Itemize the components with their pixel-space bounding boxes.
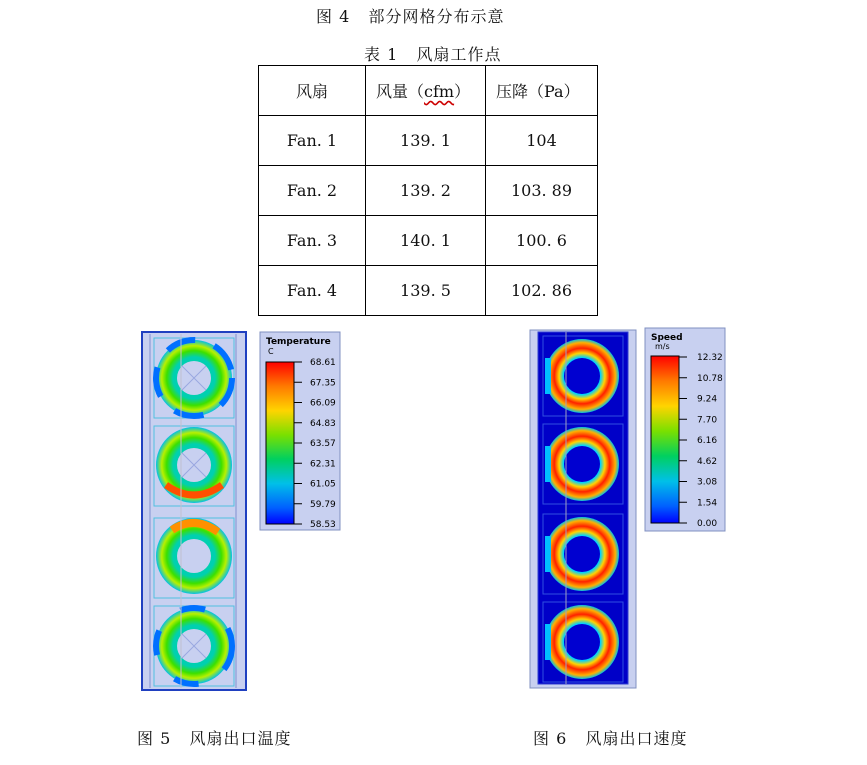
speed-legend-tick-label: 4.62 <box>697 456 718 467</box>
cell-fan: Fan. 3 <box>259 216 366 266</box>
temperature-legend-tick-label: 67.35 <box>310 378 336 389</box>
temperature-contour-panel <box>142 332 246 690</box>
cell-flow: 139. 2 <box>366 166 486 216</box>
cell-flow: 139. 5 <box>366 266 486 316</box>
temperature-legend-tick-label: 66.09 <box>310 398 336 409</box>
figure-6-caption: 图 6 风扇出口速度 <box>533 729 688 748</box>
temperature-legend-tick-label: 68.61 <box>310 358 336 368</box>
temperature-legend-tick-label: 58.53 <box>310 520 336 530</box>
speed-legend-tick-label: 12.32 <box>697 353 723 363</box>
figure-5-caption: 图 5 风扇出口温度 <box>137 729 292 748</box>
speed-legend-tick-label: 0.00 <box>697 519 718 529</box>
cell-flow: 139. 1 <box>366 116 486 166</box>
temperature-legend-tick-label: 64.83 <box>310 418 336 429</box>
speed-contour-panel <box>530 330 636 688</box>
speed-legend-tick-label: 1.54 <box>697 498 718 509</box>
cell-pressure: 102. 86 <box>486 266 598 316</box>
speed-legend-title: Speed <box>651 333 683 343</box>
figure-4-caption: 图 4 部分网格分布示意 <box>316 7 505 26</box>
temperature-legend-tick-label: 59.79 <box>310 499 336 510</box>
cell-fan: Fan. 4 <box>259 266 366 316</box>
cell-pressure: 100. 6 <box>486 216 598 266</box>
temperature-legend-title: Temperature <box>266 337 331 347</box>
header-flow-prefix: 风量（ <box>376 82 425 101</box>
cell-pressure: 103. 89 <box>486 166 598 216</box>
header-pressure: 压降（Pa） <box>486 66 598 116</box>
header-flow-unit: cfm <box>424 82 455 101</box>
speed-legend-tick-label: 6.16 <box>697 436 718 446</box>
temperature-legend-tick-label: 62.31 <box>310 459 336 470</box>
cell-fan: Fan. 2 <box>259 166 366 216</box>
cell-pressure: 104 <box>486 116 598 166</box>
speed-legend-tick-label: 7.70 <box>697 415 718 426</box>
header-flow-suffix: ） <box>454 82 471 101</box>
speed-legend-tick-label: 10.78 <box>697 373 723 384</box>
temperature-legend-unit: C <box>268 347 274 356</box>
speed-legend-unit: m/s <box>655 342 670 351</box>
table-1-caption: 表 1 风扇工作点 <box>364 45 502 64</box>
header-fan: 风扇 <box>259 66 366 116</box>
temperature-legend <box>260 332 340 530</box>
speed-legend <box>645 328 725 531</box>
speed-legend-tick-label: 3.08 <box>697 477 718 488</box>
temperature-legend-tick-label: 61.05 <box>310 479 336 490</box>
cell-fan: Fan. 1 <box>259 116 366 166</box>
speed-legend-tick-label: 9.24 <box>697 394 718 405</box>
cell-flow: 140. 1 <box>366 216 486 266</box>
temperature-legend-tick-label: 63.57 <box>310 439 336 449</box>
